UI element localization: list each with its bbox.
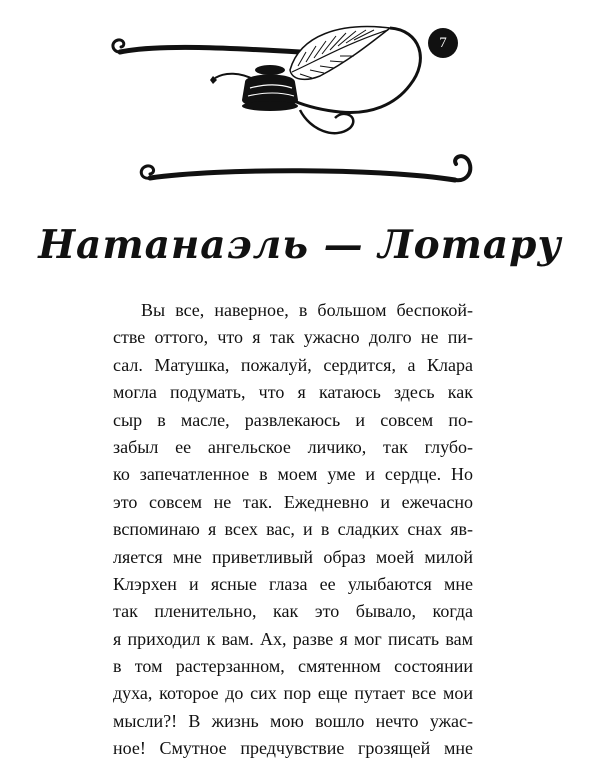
- text-line: ко запечатленное в моем уме и сердце. Но: [113, 464, 473, 485]
- text-line: ляется мне приветливый образ моей милой: [113, 546, 473, 567]
- text-line: забыл ее ангельское личико, так глубо-: [113, 436, 473, 457]
- text-line: так пленительно, как это бывало, когда: [113, 601, 473, 622]
- text-line: духа, которое до сих пор еще путает все мои: [113, 683, 473, 704]
- quill-feather: [290, 27, 390, 80]
- text-line: сыр в масле, развлекаюсь и совсем по-: [113, 409, 473, 430]
- text-line: Клэрхен и ясные глаза ее улыбаются мне: [113, 573, 473, 594]
- text-line: сал. Матушка, пожалуй, сердится, а Клара: [113, 354, 473, 375]
- text-line: ное! Смутное предчувствие грозящей мне: [113, 738, 473, 759]
- page-number: 7: [428, 28, 458, 58]
- chapter-title: Натанаэль — Лотару: [38, 222, 562, 268]
- text-line: в том растерзанном, смятенном состоянии: [113, 656, 473, 677]
- text-line: вспоминаю я всех вас, и в сладких снах яв-: [113, 519, 473, 540]
- inkwell-quill-ornament-icon: [0, 0, 600, 200]
- text-line: Вы все, наверное, в большом беспокой-: [141, 300, 473, 320]
- top-flourish: [113, 40, 300, 52]
- text-line: могла подумать, что я катаюсь здесь как: [113, 382, 473, 403]
- inkwell: [242, 65, 298, 111]
- bottom-flourish: [141, 156, 470, 180]
- body-text: [113, 297, 473, 763]
- text-line: это совсем не так. Ежедневно и ежечасно: [113, 491, 473, 512]
- text-line: я приходил к вам. Ах, разве я мог писать вам: [113, 628, 473, 649]
- text-line: стве оттого, что я так ужасно долго не пи-: [113, 327, 473, 348]
- text-line: мысли?! В жизнь мою вошло нечто ужас-: [113, 710, 473, 731]
